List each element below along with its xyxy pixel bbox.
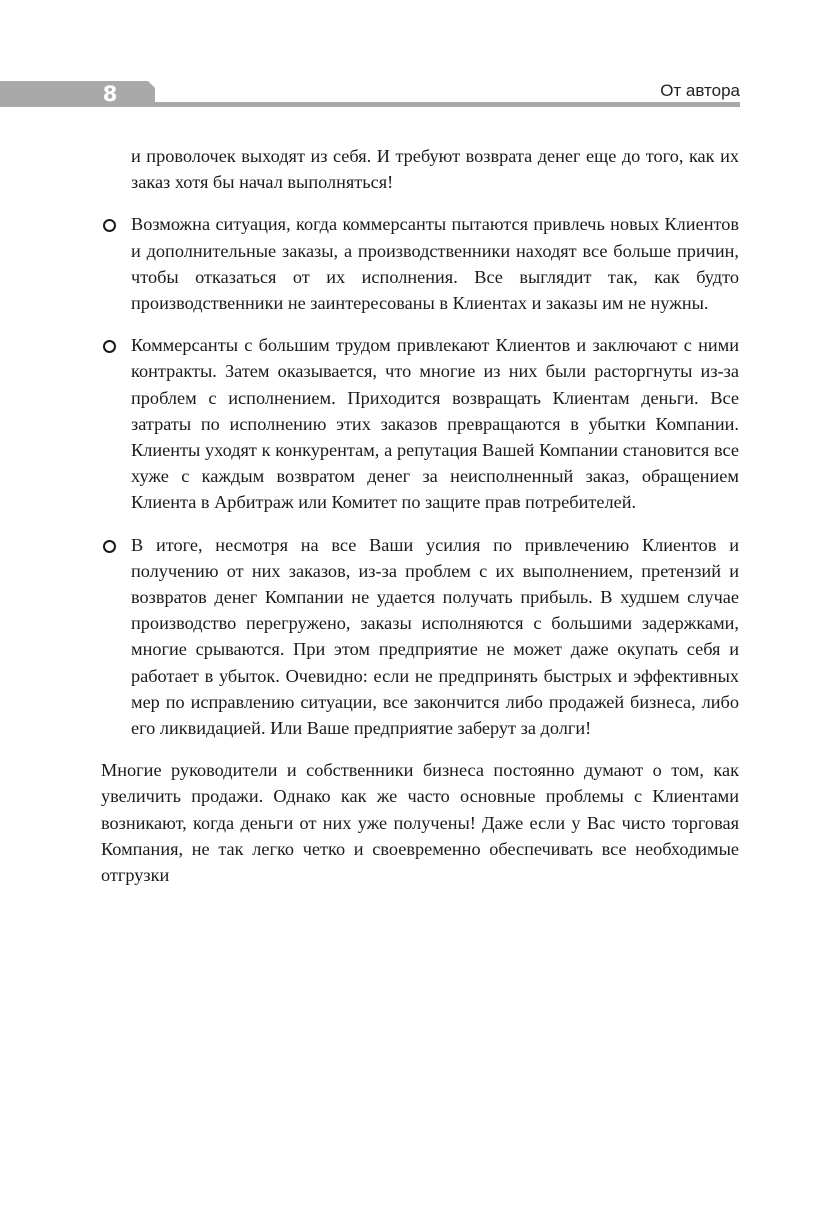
hollow-circle-bullet-icon — [103, 340, 116, 353]
header-rule — [155, 102, 740, 107]
bullet-item — [101, 532, 739, 742]
running-header-title: От автора — [652, 81, 740, 101]
page-number: 8 — [102, 82, 118, 106]
bullet-item — [101, 332, 739, 515]
hollow-circle-bullet-icon — [103, 219, 116, 232]
hollow-circle-bullet-icon — [103, 540, 116, 553]
bullet-text: Коммерсанты с большим трудом привлекают Клиентов и заключают с ними контракты. Затем оказывается, что многие из них были расторгнуты из-за проблем с исполнением. Приходится возвращать Клиентам деньги. Все затраты по исполнению этих заказов превращаются в убытки Компании. Клиенты уходят к конкурентам, а репутация Вашей Компании становится все хуже с каждым возвратом денег за неисполненный заказ, обращением Клиента в Арбитраж или Комитет по защите прав потребителей. — [131, 335, 739, 513]
closing-paragraph: Многие руководители и собственники бизнеса постоянно думают о том, как увеличить продажи. Однако как же часто основные проблемы с Клиентами возникают, когда деньги от них уже получены! Даже если у Вас чисто торговая Компания, не так легко четко и своевременно обеспечивать все необходимые отгрузки — [101, 760, 739, 886]
page-header — [0, 81, 740, 111]
bullet-text: Возможна ситуация, когда коммерсанты пытаются привлечь новых Клиентов и дополнительные заказы, а производственники находят все больше причин, чтобы отказаться от их исполнения. Все выглядит так, как будто производственники не заинтересованы в Клиентах и заказы им не нужны. — [131, 214, 739, 314]
bullet-item — [101, 211, 739, 316]
page-body — [101, 143, 739, 888]
bullet-text: В итоге, несмотря на все Ваши усилия по привлечению Клиентов и получению от них заказов, из-за проблем с их выполнением, претензий и возвратов денег Компании не удается получать прибыль. В худшем случае производство перегружено, заказы исполняются с большими задержками, многие срываются. При этом предприятие не может даже окупать себя и работает в убыток. Очевидно: если не предпринять быстрых и эффективных мер по исправлению ситуации, все закончится либо продажей бизнеса, либо его ликвидацией. Или Ваше предприятие заберут за долги! — [131, 534, 739, 739]
continuation-paragraph: и проволочек выходят из себя. И требуют возврата денег еще до того, как их заказ хотя бы начал выполняться! — [131, 146, 739, 193]
